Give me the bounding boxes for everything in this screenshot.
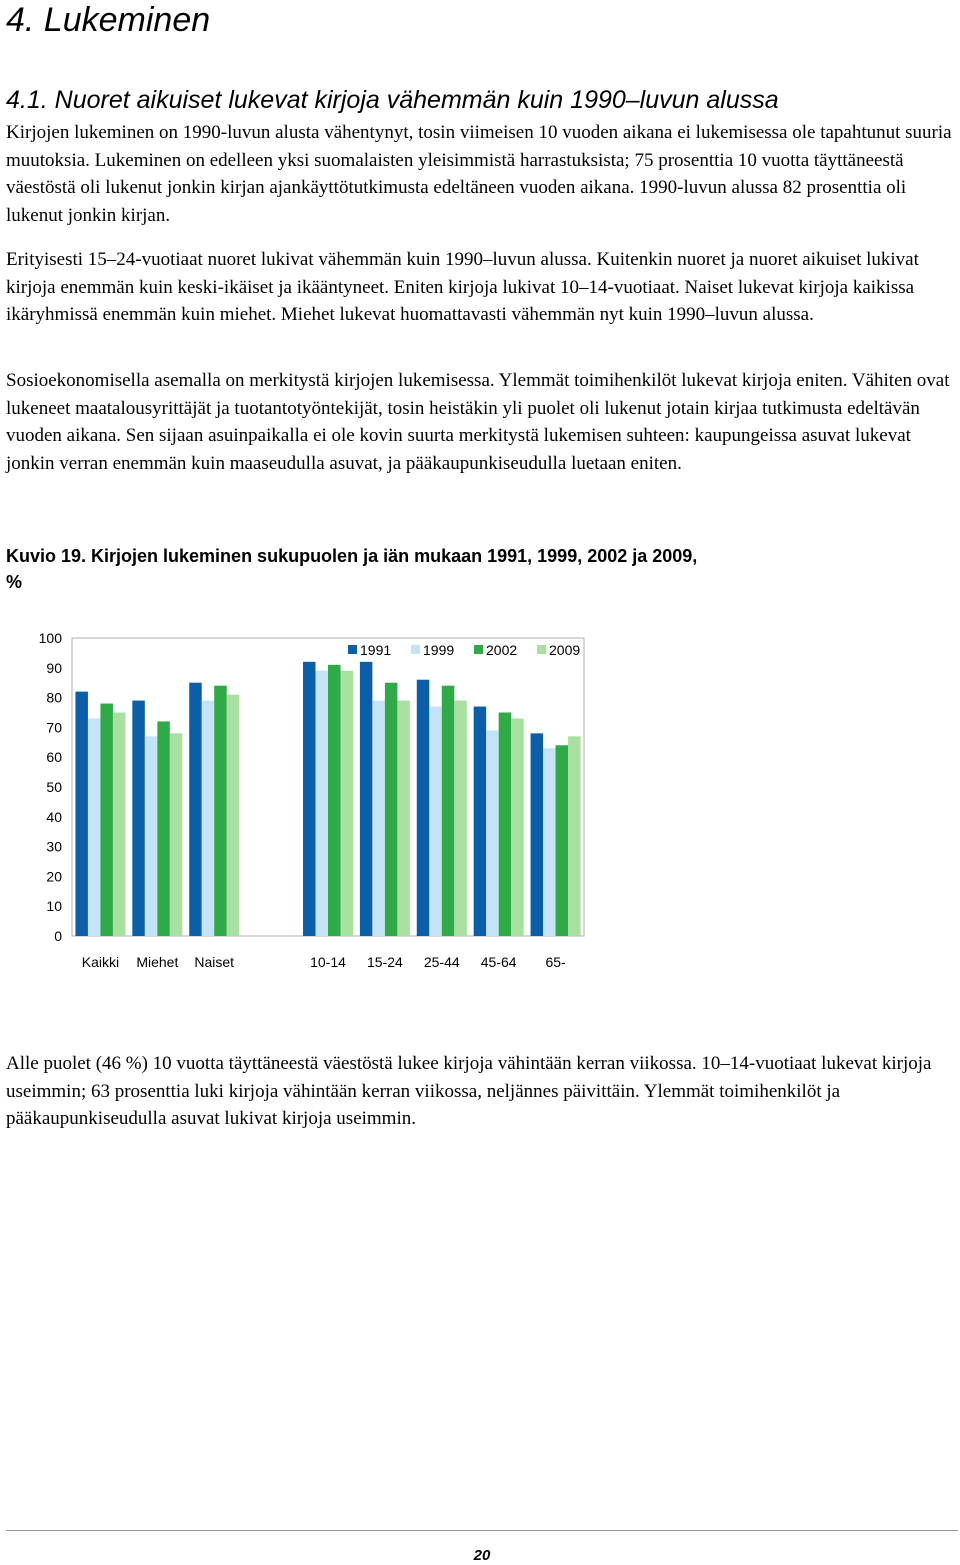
bar-2009 [397,701,410,936]
bar-1999 [202,701,215,936]
legend-swatch [474,645,483,654]
x-tick-label: Naiset [194,954,235,970]
bar-2009 [113,713,126,937]
bar-1991 [417,680,430,936]
paragraph-3: Sosioekonomisella asemalla on merkitystä kirjojen lukemisessa. Ylemmät toimihenkilöt lukevat kirjoja eniten. Vähiten ovat lukeneet maatalousyrittäjät ja tuotantotyöntekijät, tosin heistäkin yli puolet oli lukenut jotain kirjaa tutkimusta edeltävän vuoden aikana. Sen sijaan asuinpaikalla ei ole kovin suurta merkitystä lukemisen suhteen: kaupungeissa asuvat lukevat jonkin verran enemmän kuin maaseudulla asuvat, ja pääkaupunkiseudulla luetaan eniten. [6,370,950,474]
bar-2002 [556,745,569,936]
bar-2002 [214,686,227,936]
legend-label: 2009 [549,642,581,658]
bar-1991 [360,662,373,936]
legend-swatch [411,645,420,654]
paragraph-1: Kirjojen lukeminen on 1990-luvun alusta vähentynyt, tosin viimeisen 10 vuoden aikana ei lukemisessa ole tapahtunut suuria muutoksia. Lukeminen on edelleen yksi suomalaisten yleisimmistä harrastuksista; 75 prosenttia 10 vuotta täyttäneestä väestöstä oli lukenut jonkin kirjan ajankäyttötutkimusta edeltäneen vuoden aikana. 1990-luvun alussa 82 prosenttia oli lukenut jonkin kirjan. [6,122,952,226]
bar-1991 [132,701,145,936]
bar-1999 [372,701,385,936]
y-tick-label: 60 [46,749,62,766]
x-tick-label: Kaikki [81,954,120,970]
y-tick-label: 0 [54,928,62,944]
y-tick-label: 90 [46,659,62,676]
y-tick-label: 10 [46,898,62,915]
bar-2009 [454,701,467,936]
bar-chart [0,620,620,980]
bar-2002 [442,686,455,936]
figure-caption: Kuvio 19. Kirjojen lukeminen sukupuolen ja iän mukaan 1991, 1999, 2002 ja 2009, % [6,546,698,592]
section-heading: 4.1. Nuoret aikuiset lukevat kirjoja vähemmän kuin 1990–luvun alussa [6,86,779,114]
bar-2009 [511,718,523,936]
bar-2009 [170,733,183,936]
y-tick-label: 100 [38,630,62,646]
x-tick-label: 45-64 [480,954,517,970]
footer-rule [6,1530,958,1531]
x-tick-label: Miehet [136,954,179,970]
x-tick-label: 15-24 [366,954,403,970]
legend-swatch [537,645,546,654]
bar-2002 [100,704,113,936]
bar-1999 [316,671,329,936]
bar-1999 [429,707,442,936]
legend-label: 1999 [423,642,455,658]
bar-1991 [303,662,316,936]
y-tick-label: 30 [46,838,62,855]
bar-2002 [385,683,398,936]
y-tick-label: 50 [46,779,62,795]
paragraph-2: Erityisesti 15–24-vuotiaat nuoret lukivat vähemmän kuin 1990–luvun alussa. Kuitenkin nuoret ja nuoret aikuiset lukivat kirjoja enemmän kuin keski-ikäiset ja ikääntyneet. Eniten kirjoja lukivat 10–14-vuotiaat. Naiset lukevat kirjoja kaikissa ikäryhmissä enemmän kuin miehet. Miehet lukevat huomattavasti vähemmän nyt kuin 1990–luvun alussa. [6,249,919,325]
bar-1991 [531,733,544,936]
x-tick-label: 25-44 [423,954,460,970]
bar-2002 [499,713,512,937]
x-tick-label: 10-14 [310,954,346,970]
y-tick-label: 70 [46,719,62,736]
bar-1991 [474,707,487,936]
bar-2002 [157,721,170,936]
bar-1991 [189,683,202,936]
legend-label: 1991 [360,642,392,658]
y-tick-label: 20 [46,868,62,885]
bar-1991 [75,692,88,936]
bar-2009 [227,695,240,936]
bar-1999 [88,718,101,936]
chapter-heading: 4. Lukeminen [6,1,211,39]
bar-1999 [486,730,499,936]
y-tick-label: 80 [46,689,62,706]
page-number: 20 [473,1547,491,1564]
bar-2009 [568,736,581,936]
bar-1999 [543,748,556,936]
legend-label: 2002 [486,642,518,658]
bar-1999 [145,736,158,936]
paragraph-4: Alle puolet (46 %) 10 vuotta täyttäneestä väestöstä lukee kirjoja vähintään kerran viikossa. 10–14-vuotiaat lukevat kirjoja useimmin; 63 prosenttia luki kirjoja vähintään kerran viikossa, neljännes päivittäin. Ylemmät toimihenkilöt ja pääkaupunkiseudulla asuvat lukivat kirjoja useimmin. [6,1053,932,1129]
bar-2009 [341,671,354,936]
y-tick-label: 40 [46,808,62,825]
legend-swatch [348,645,357,654]
bar-2002 [328,665,341,936]
x-tick-label: 65- [545,954,566,970]
